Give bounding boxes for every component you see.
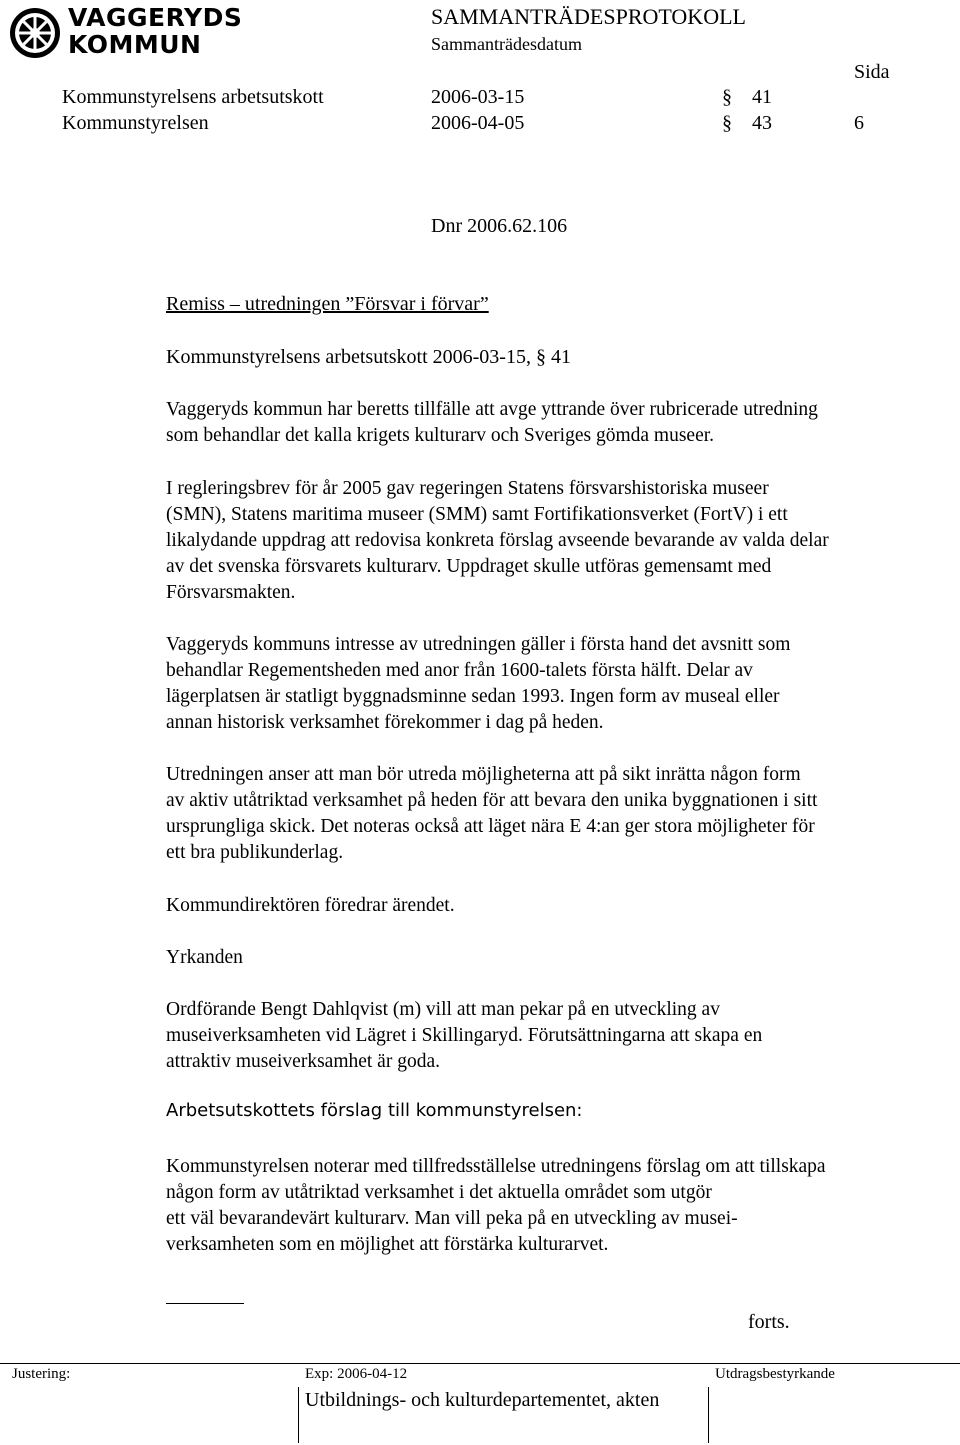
meeting-date-label: Sammanträdesdatum [431, 34, 582, 54]
footer-utdrag: Utdragsbestyrkande [715, 1366, 835, 1382]
footer-divider-left [298, 1387, 299, 1443]
dnr: Dnr 2006.62.106 [431, 215, 568, 237]
header-row-1-date: 2006-03-15 [431, 86, 525, 108]
signature-rule [166, 1303, 244, 1304]
footer-recipient: Utbildnings- och kulturdepartementet, akten [305, 1389, 660, 1411]
paragraph-yrkanden: Yrkanden [166, 947, 243, 968]
paragraph-4: Utredningen anser att man bör utreda möjligheterna att på sikt inrätta någon form av aktiv utåtriktad verksamhet på heden för att bevara den unika byggnationen i sitt ursprungliga skick. Det noteras också att läget nära E 4:an ger stora möjligheter för ett bra publikunderlag. [166, 764, 818, 863]
proposal-text: Kommunstyrelsen noterar med tillfredsställelse utredningens förslag om att tillskapa någon form av utåtriktad verksamhet i det aktuella området som utgör ett väl bevarandevärt kulturarv. Man vill peka på en utveckling av musei- verksamheten som en möjlighet att förstärka kulturarvet. [166, 1156, 826, 1255]
footer-divider-right [708, 1387, 709, 1443]
header-row-2-body: Kommunstyrelsen [62, 112, 209, 134]
footer-exp: Exp: 2006-04-12 [305, 1366, 408, 1382]
header-row-2-para: 43 [752, 112, 772, 134]
logo-line1: VAGGERYDS [68, 3, 243, 32]
page-label: Sida [854, 61, 890, 83]
continued-note: forts. [748, 1311, 790, 1333]
footer-justering: Justering: [12, 1366, 71, 1382]
subject-heading: Remiss – utredningen ”Försvar i förvar” [166, 293, 489, 315]
paragraph-3: Vaggeryds kommuns intresse av utredningen gäller i första hand det avsnitt som behandlar Regementsheden med anor från 1600-talets första hälft. Delar av lägerplatsen är statligt byggnadsminne sedan 1993. Ingen form av museal eller annan historisk verksamhet förekommer i dag på heden. [166, 634, 791, 733]
paragraph-5: Kommundirektören föredrar ärendet. [166, 895, 455, 916]
header-row-1-body: Kommunstyrelsens arbetsutskott [62, 86, 324, 108]
header-row-2-para-sign: § [722, 112, 732, 134]
header-row-1-para-sign: § [722, 86, 732, 108]
document-type: SAMMANTRÄDESPROTOKOLL [431, 4, 746, 29]
header-row-1-para: 41 [752, 86, 772, 108]
proposal-heading: Arbetsutskottets förslag till kommunstyrelsen: [166, 1100, 583, 1121]
municipality-logo [8, 4, 248, 62]
header-row-2-date: 2006-04-05 [431, 112, 525, 134]
reference-line: Kommunstyrelsens arbetsutskott 2006-03-15, § 41 [166, 346, 571, 368]
coat-of-arms-icon [8, 6, 62, 60]
paragraph-6: Ordförande Bengt Dahlqvist (m) vill att man pekar på en utveckling av museiverksamheten vid Lägret i Skillingaryd. Förutsättningarna att skapa en attraktiv museiverksamhet är goda. [166, 999, 763, 1072]
page-number: 6 [854, 112, 864, 134]
logo-wordmark [68, 4, 242, 58]
logo-line2: KOMMUN [68, 30, 202, 59]
paragraph-1: Vaggeryds kommun har beretts tillfälle att avge yttrande över rubricerade utredning som behandlar det kalla krigets kulturarv och Sveriges gömda museer. [166, 399, 818, 446]
footer-rule [0, 1363, 960, 1364]
paragraph-2: I regleringsbrev för år 2005 gav regeringen Statens försvarshistoriska museer (SMN), Statens maritima museer (SMM) samt Fortifikationsverket (FortV) i ett likalydande uppdrag att redovisa konkreta förslag avseende bevarande av valda delar av det svenska försvarets kulturarv. Uppdraget skulle utföras gemensamt med Försvarsmakten. [166, 478, 829, 603]
